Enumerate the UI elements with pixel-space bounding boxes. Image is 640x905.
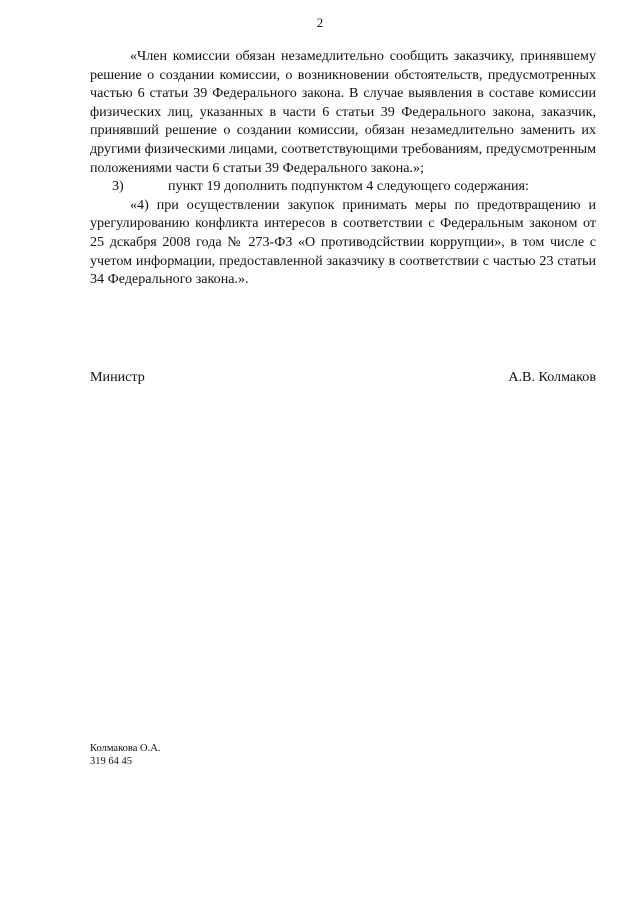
signature-block xyxy=(90,368,596,388)
list-item-number: 3) xyxy=(112,178,124,195)
paragraph-commission-member: «Член комиссии обязан незамедлительно сообщить заказчику, принявшему решение о создании комиссии, о возникновении обстоятельств, предусмотренных частью 6 статьи 39 Федерального закона. В случае выявления в составе комиссии физических лиц, указанных в части 6 статьи 39 Федерального закона, заказчик, принявший решение о создании комиссии, обязан незамедлительно заменить их другими физическими лицами, соответствующими требованиям, предусмотренным положениями части 6 статьи 39 Федерального закона.»; xyxy=(90,48,596,176)
page-number: 2 xyxy=(316,15,324,30)
executor-block xyxy=(90,742,160,768)
paragraph-subpoint-4: «4) при осуществлении закупок принимать меры по предотвращению и урегулированию конфликта интересов в соответствии с Федеральным законом от 25 дскабря 2008 года № 273-ФЗ «О противодсйствии коррупции», в том числе с учетом информации, предоставленной заказчику в соответствии с частью 23 статьи 34 Федерального закона.». xyxy=(90,196,596,288)
signatory-name: А.В. Колмаков xyxy=(508,369,596,385)
executor-phone: 319 64 45 xyxy=(90,756,132,767)
list-item-text: пункт 19 дополнить подпунктом 4 следующего содержания: xyxy=(168,178,529,195)
executor-name: Колмакова О.А. xyxy=(90,743,161,754)
document-body xyxy=(90,47,596,289)
signatory-position: Министр xyxy=(90,369,145,385)
list-item-3 xyxy=(90,177,596,196)
